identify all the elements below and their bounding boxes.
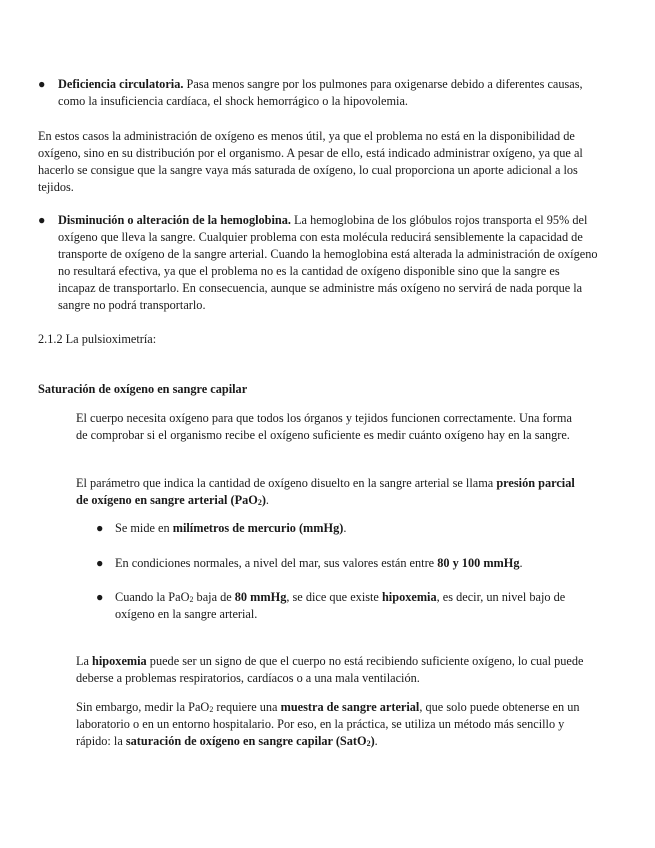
- bold-term: hipoxemia: [92, 654, 147, 668]
- bold-term: Deficiencia circulatoria.: [58, 77, 184, 91]
- text-run: Cuando la PaO: [115, 590, 190, 604]
- text-run: , es decir, un nivel bajo de oxígeno en la sangre arterial.: [115, 590, 566, 621]
- text-run: Sin embargo, medir la PaO: [76, 700, 210, 714]
- subscript: 2: [209, 705, 214, 714]
- text-run: La: [76, 654, 93, 668]
- bold-term: hipoxemia: [381, 590, 437, 604]
- bullet-item-deficiencia-circulatoria: [38, 76, 598, 110]
- bullet-body: La hemoglobina de los glóbulos rojos transporta el 95% del oxígeno que lleva la sangre. Cualquier problema con esta molécula reducirá sensiblemente la capacidad de transporte de oxígeno de la sangre arterial. Cuando la hemoglobina está alterada la administración de oxígeno no resultará efectiva, ya que el problema no es la cantidad de oxígeno disponible sino que la sangre es incapaz de transportarlo. En consecuencia, aunque se administre más oxígeno no servirá de nada porque la sangre no podrá transportarlo.: [58, 213, 598, 312]
- paragraph-estos-casos: En estos casos la administración de oxígeno es menos útil, ya que el problema no está en la disponibilidad de oxígeno, sino en su distribución por el organismo. A pesar de ello, está indicado administrar oxígeno, ya que al hacerlo se consigue que la sangre vaya más saturada de oxígeno, lo cual proporciona un aporte adicional a los tejidos.: [38, 129, 583, 194]
- bold-term: 80 mmHg: [234, 590, 287, 604]
- text-run: .: [265, 493, 269, 507]
- bullet-item-hemoglobina: [38, 212, 598, 314]
- text-run: Se mide en: [115, 521, 173, 535]
- subsection-heading-text: Saturación de oxígeno en sangre capilar: [38, 382, 248, 396]
- paragraph-cuerpo: El cuerpo necesita oxígeno para que todos los órganos y tejidos funcionen correctamente. Una forma de comprobar si el organismo recibe el oxígeno suficiente es medir cuánto oxígeno hay en la sangre.: [76, 411, 572, 442]
- bullet-text: [115, 520, 582, 537]
- text-run: ): [261, 493, 266, 507]
- bullet-marker: ●: [96, 556, 104, 570]
- text-run: El parámetro que indica la cantidad de oxígeno disuelto en la sangre arterial se llama: [76, 476, 497, 490]
- bullet-marker: ●: [38, 213, 46, 227]
- bold-term: [126, 734, 375, 748]
- text-run: .: [343, 521, 347, 535]
- subscript: 2: [257, 498, 262, 507]
- subscript: 2: [189, 595, 194, 604]
- paragraph-hipoxemia: [76, 653, 584, 687]
- text-run: .: [519, 556, 523, 570]
- bullet-marker: ●: [96, 521, 104, 535]
- text-run: presión parcial de oxígeno en sangre arterial (PaO: [76, 476, 575, 507]
- text-run: .: [374, 734, 378, 748]
- text-run: baja de: [193, 590, 235, 604]
- paragraph-sin-embargo: [76, 699, 584, 750]
- bold-term: milímetros de mercurio (mmHg): [172, 521, 344, 535]
- bullet-text: [58, 76, 598, 110]
- paragraph-parametro: [76, 475, 584, 509]
- text-run: , se dice que existe: [286, 590, 382, 604]
- bold-term: 80 y 100 mmHg: [437, 556, 520, 570]
- bullet-body: Pasa menos sangre por los pulmones para oxigenarse debido a diferentes causas, como la insuficiencia cardíaca, el shock hemorrágico o la hipovolemia.: [58, 77, 583, 108]
- text-run: ): [370, 734, 375, 748]
- subsection-heading: [38, 381, 598, 398]
- text-run: saturación de oxígeno en sangre capilar (SatO: [125, 734, 367, 748]
- text-run: requiere una: [213, 700, 281, 714]
- bullet-text: [115, 589, 582, 623]
- bullet-item-mmhg: [96, 520, 582, 537]
- text-run: , que solo puede obtenerse en un laboratorio o en un entorno hospitalario. Por eso, en la práctica, se utiliza un método más sencillo y rápido: la: [76, 700, 580, 748]
- bullet-marker: ●: [38, 77, 46, 91]
- text-run: puede ser un signo de que el cuerpo no está recibiendo suficiente oxígeno, lo cual puede deberse a problemas respiratorios, cardíacos o a una mala ventilación.: [76, 654, 584, 685]
- bold-term: Disminución o alteración de la hemoglobina.: [58, 213, 291, 227]
- section-heading: 2.1.2 La pulsioximetría:: [38, 332, 157, 346]
- bullet-text: [115, 555, 582, 572]
- subscript: 2: [366, 739, 371, 748]
- bullet-item-hipoxemia: [96, 589, 582, 623]
- bullet-marker: ●: [96, 590, 104, 604]
- bullet-text: [58, 212, 598, 314]
- bullet-item-valores-normales: [96, 555, 582, 572]
- bold-term: muestra de sangre arterial: [280, 700, 420, 714]
- text-run: En condiciones normales, a nivel del mar, sus valores están entre: [115, 556, 438, 570]
